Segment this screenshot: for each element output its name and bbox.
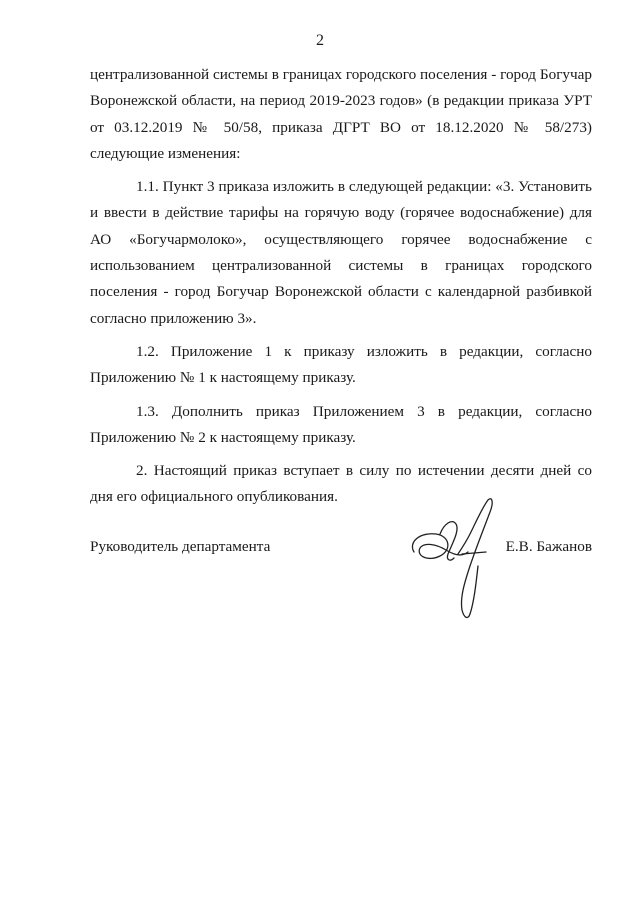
signature-block xyxy=(90,530,592,640)
signatory-title: Руководитель департамента xyxy=(90,538,271,555)
paragraph-item-1-3: 1.3. Дополнить приказ Приложением 3 в редакции, согласно Приложению № 2 к настоящему приказу. xyxy=(90,402,592,446)
handwritten-signature xyxy=(406,494,516,644)
signatory-name: Е.В. Бажанов xyxy=(505,538,592,555)
paragraph-intro-continuation: централизованной системы в границах городского поселения - город Богучар Воронежской области, на период 2019-2023 годов» (в редакции приказа УРТ от 03.12.2019 № 50/58, приказа ДГРТ ВО от 18.12.2020 № 58/273) следующие изменения: xyxy=(90,66,592,162)
paragraph-item-1-2: 1.2. Приложение 1 к приказу изложить в редакции, согласно Приложению № 1 к настоящему приказу. xyxy=(90,342,592,387)
paragraph-item-1-1: 1.1. Пункт 3 приказа изложить в следующей редакции: «3. Установить и ввести в действие тарифы на горячую воду (горячее водоснабжение) для АО «Богучармолоко», осуществляющего горячее водоснабжение с использованием централизованной системы в границах городского поселения - город Богучар Воронежской области с календарной разбивкой согласно приложению 3». xyxy=(90,178,592,327)
page-number: 2 xyxy=(316,32,324,49)
paragraph-item-2: 2. Настоящий приказ вступает в силу по истечении десяти дней со дня его официального опубликования. xyxy=(90,462,592,506)
document-body xyxy=(90,62,592,518)
